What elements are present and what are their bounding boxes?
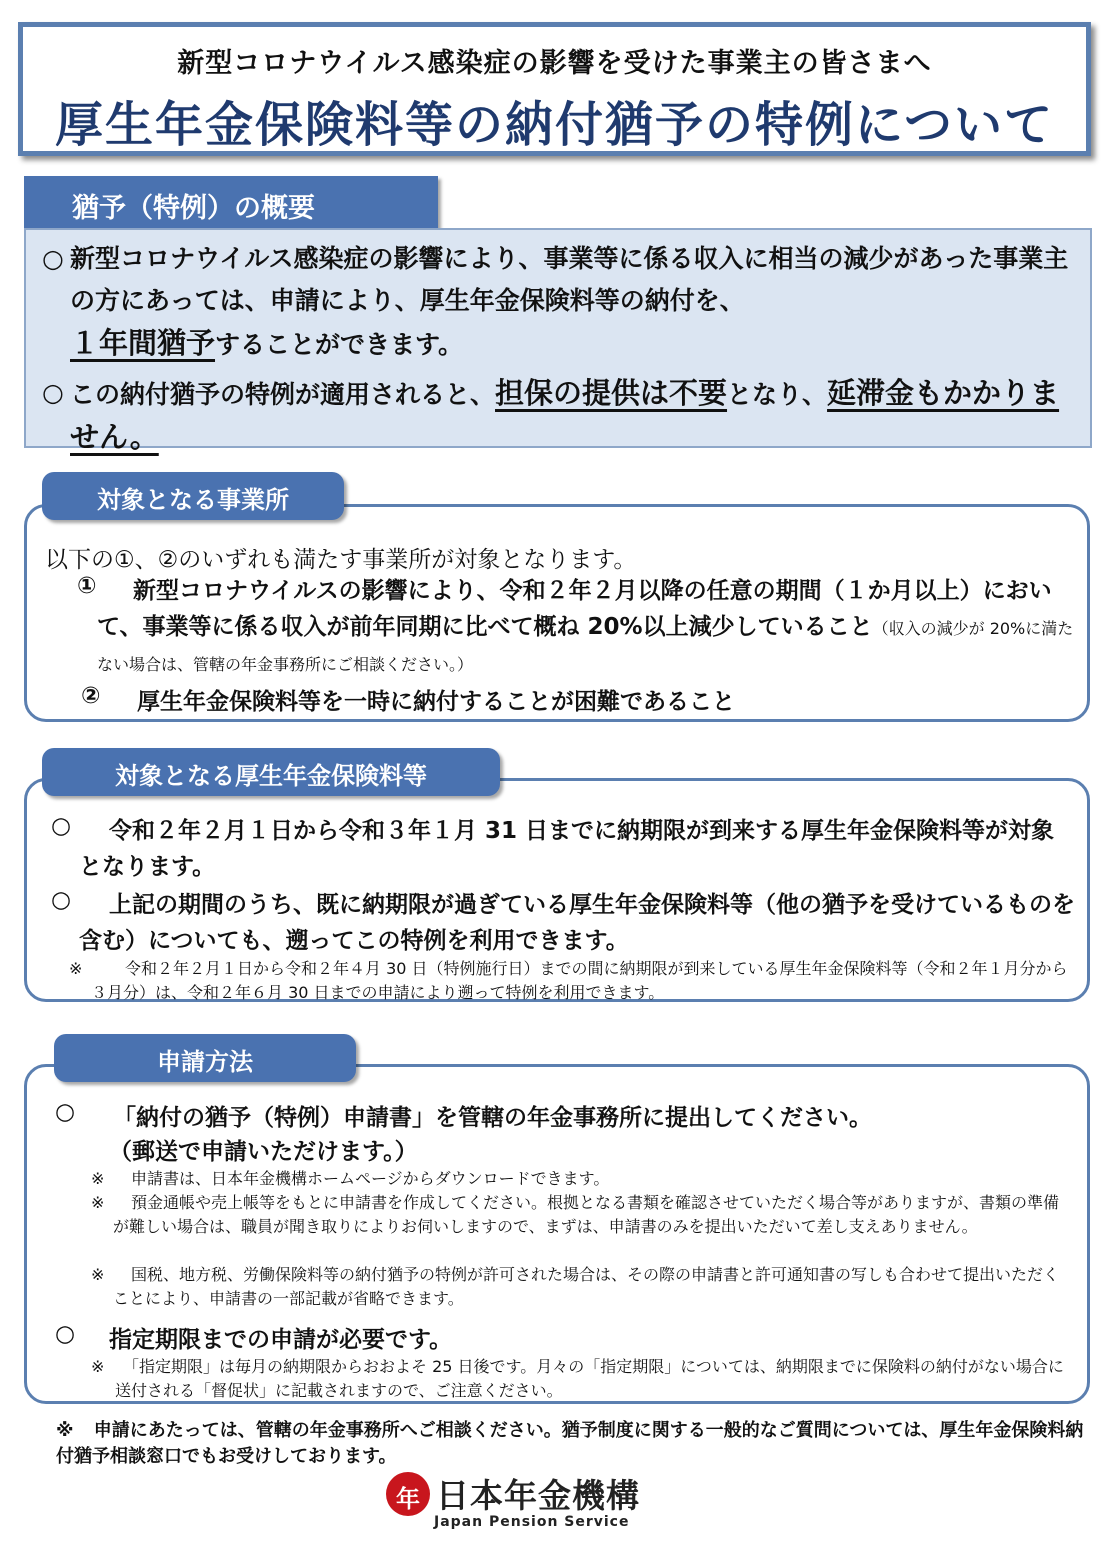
application-paragraph-2: 指定期限までの申請が必要です。 xyxy=(109,1327,453,1353)
section-tab-overview: 猶予（特例）の概要 xyxy=(24,176,438,230)
logo-english: Japan Pension Service xyxy=(434,1514,630,1530)
item-mark-1: ① xyxy=(77,573,97,599)
target-office-item-2: 厚生年金保険料等を一時に納付することが困難であること xyxy=(137,689,735,715)
target-office-item-1-note: （収入の減少が 20%に満たない場合は、管轄の年金事務所にご相談ください。） xyxy=(97,619,1074,674)
highlight-one-year: １年間猶予 xyxy=(70,326,216,360)
application-note-4: 「指定期限」は毎月の納期限からおおよそ 25 日後です。月々の「指定期限」については、納期限までに保険料の納付がない場合に送付される「督促状」に記載されますので、ご注意ください。 xyxy=(115,1357,1064,1400)
note-mark: ※ xyxy=(91,1265,105,1284)
bullet-mark: ○ xyxy=(42,378,64,407)
application-note-1: 申請書は、日本年金機構ホームページからダウンロードできます。 xyxy=(131,1169,610,1188)
section-tab-application: 申請方法 xyxy=(54,1034,356,1082)
overview-section xyxy=(24,228,1092,454)
application-note-3: 国税、地方税、労働保険料等の納付猶予の特例が許可された場合は、その際の申請書と許可通知書の写しも合わせて提出いただくことにより、申請書の一部記載が省略できます。 xyxy=(113,1265,1060,1308)
note-mark: ※ xyxy=(56,1420,74,1441)
note-mark: ※ xyxy=(91,1193,105,1212)
target-office-intro: 以下の①、②のいずれも満たす事業所が対象となります。 xyxy=(45,547,637,573)
bullet-mark: ○ xyxy=(51,887,72,913)
bullet-mark: ○ xyxy=(55,1321,76,1347)
header-box xyxy=(18,22,1091,156)
bullet-mark: ○ xyxy=(51,813,72,839)
item-mark-2: ② xyxy=(81,683,101,709)
note-mark: ※ xyxy=(69,959,83,978)
section-tab-target-office: 対象となる事業所 xyxy=(42,472,344,520)
footer-note: ※ 申請にあたっては、管轄の年金事務所へご相談ください。猶予制度に関する一般的なご質問については、厚生年金保険料納付猶予相談窓口でもお受けしております。 xyxy=(56,1420,1084,1467)
bullet-mark: ○ xyxy=(55,1099,76,1125)
application-section xyxy=(24,1064,1090,1404)
bullet-mark: ○ xyxy=(42,244,64,273)
target-office-section xyxy=(24,504,1090,722)
note-mark: ※ xyxy=(91,1357,105,1376)
section-tab-target-premium: 対象となる厚生年金保険料等 xyxy=(42,748,500,796)
target-office-item-1: 新型コロナウイルスの影響により、令和２年２月以降の任意の期間（１か月以上）において、事業等に係る収入が前年同期に比べて概ね 20%以上減少していること（収入の減少が 20%に満たない場合は、管轄の年金事務所にご相談ください。） xyxy=(97,578,1074,674)
target-premium-section xyxy=(24,778,1090,1002)
page-title: 厚生年金保険料等の納付猶予の特例について xyxy=(54,97,1055,153)
logo-name: 日本年金機構 xyxy=(436,1476,640,1515)
target-premium-paragraph-1: 令和２年２月１日から令和３年１月 31 日までに納期限が到来する厚生年金保険料等が対象となります。 xyxy=(79,818,1055,880)
jps-logo xyxy=(386,1470,646,1536)
highlight-no-late-fee: 延滞金もかかりません。 xyxy=(70,376,1060,454)
logo-mark-icon: 年 xyxy=(386,1472,430,1516)
note-mark: ※ xyxy=(91,1169,105,1188)
target-premium-paragraph-2: 上記の期間のうち、既に納期限が過ぎている厚生年金保険料等（他の猶予を受けているものを含む）についても、遡ってこの特例を利用できます。 xyxy=(79,892,1075,954)
application-paragraph-1-sub: （郵送で申請いただけます。） xyxy=(109,1139,418,1165)
overview-paragraph-1: ○ 新型コロナウイルス感染症の影響により、事業等に係る収入に相当の減少があった事業主の方にあっては、申請により、厚生年金保険料等の納付を、 １年間猶予することができます。 xyxy=(70,238,1080,366)
application-note-2: 預金通帳や売上帳等をもとに申請書を作成してください。根拠となる書類を確認させていただく場合等がありますが、書類の準備が難しい場合は、職員が聞き取りによりお伺いしますので、まずは、申請書のみを提出いただいて差し支えありません。 xyxy=(113,1193,1060,1236)
application-paragraph-1: 「納付の猶予（特例）申請書」を管轄の年金事務所に提出してください。 xyxy=(113,1105,872,1131)
header-subtitle: 新型コロナウイルス感染症の影響を受けた事業主の皆さまへ xyxy=(177,48,932,79)
overview-paragraph-2: ○ この納付猶予の特例が適用されると、担保の提供は不要となり、延滞金もかかりません。 xyxy=(70,372,1080,460)
target-premium-note: 令和２年２月１日から令和２年４月 30 日（特例施行日）までの間に納期限が到来している厚生年金保険料等（令和２年１月分から３月分）は、令和２年６月 30 日までの申請により遡って特例を利用できます。 xyxy=(91,959,1068,1002)
highlight-no-collateral: 担保の提供は不要 xyxy=(495,376,728,410)
